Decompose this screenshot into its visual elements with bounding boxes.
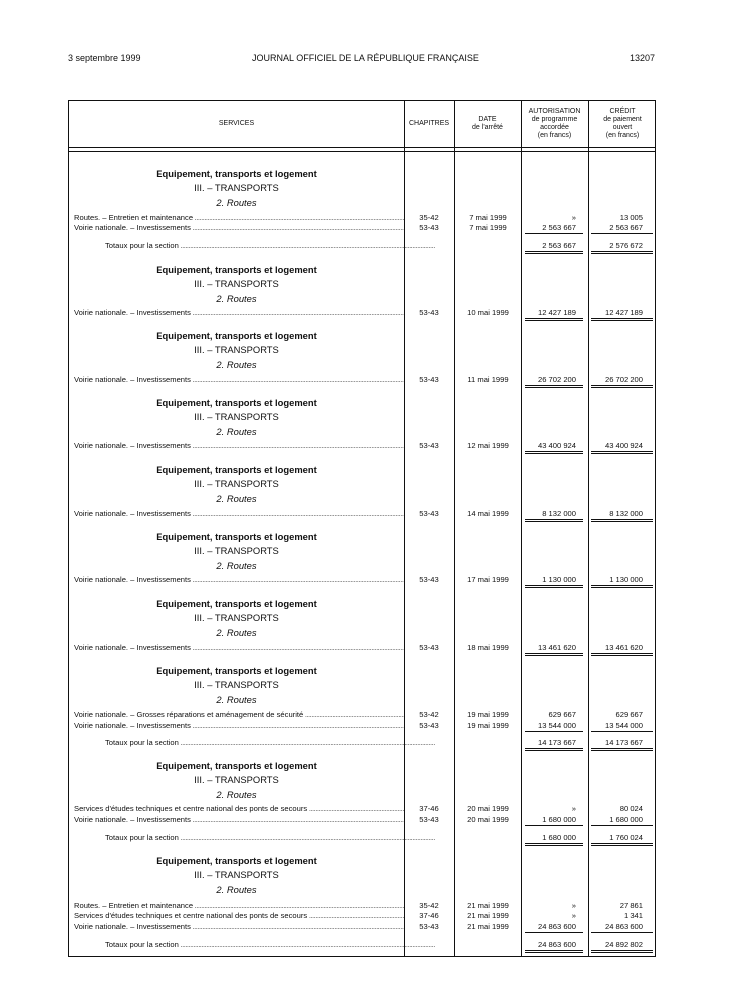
row-autorisation: 2 563 667 [542, 223, 576, 232]
row-autorisation: 629 667 [548, 710, 576, 719]
section-title: Equipement, transports et logement [156, 168, 317, 179]
section-chapter: 2. Routes [216, 426, 257, 437]
row-chapitre: 53-43 [419, 643, 439, 652]
rule-line [525, 932, 583, 933]
credits-table [68, 100, 656, 957]
table-row [69, 374, 655, 385]
rule-line [525, 825, 583, 826]
row-chapitre: 53-43 [419, 922, 439, 931]
row-date: 7 mai 1999 [469, 223, 507, 232]
row-credit: 43 400 924 [604, 441, 643, 450]
rule-line [525, 318, 583, 319]
rule-line [525, 587, 583, 588]
rule-line [525, 320, 583, 321]
row-credit: 13 005 [619, 213, 643, 222]
total-autorisation: 24 863 600 [537, 940, 576, 949]
rule-line [591, 587, 653, 588]
row-credit: 1 341 [623, 911, 643, 920]
section-title: Equipement, transports et logement [156, 760, 317, 771]
row-date: 17 mai 1999 [467, 575, 509, 584]
rule-line [525, 387, 583, 388]
rule-line [591, 251, 653, 252]
row-credit: 8 132 000 [609, 509, 643, 518]
row-date: 21 mai 1999 [467, 911, 509, 920]
row-chapitre: 35-42 [419, 901, 439, 910]
rule-line [525, 731, 583, 732]
section-subtitle: III. – TRANSPORTS [194, 612, 279, 623]
rule-line [525, 843, 583, 844]
total-label: Totaux pour la section ..... [105, 240, 435, 251]
section-subtitle: III. – TRANSPORTS [194, 774, 279, 785]
section-title: Equipement, transports et logement [156, 598, 317, 609]
section-chapter: 2. Routes [216, 493, 257, 504]
rule-line [591, 950, 653, 951]
row-chapitre: 53-43 [419, 223, 439, 232]
row-date: 7 mai 1999 [469, 213, 507, 222]
section-subtitle: III. – TRANSPORTS [194, 869, 279, 880]
row-credit: 1 680 000 [609, 815, 643, 824]
section-chapter: 2. Routes [216, 627, 257, 638]
column-header-services: SERVICES [218, 120, 255, 127]
rule-line [525, 950, 583, 951]
row-service: Voirie nationale. – Investissements ..... [74, 222, 404, 233]
section-chapter: 2. Routes [216, 197, 257, 208]
row-credit: 13 544 000 [604, 721, 643, 730]
row-chapitre: 53-42 [419, 710, 439, 719]
section-title: Equipement, transports et logement [156, 397, 317, 408]
row-service: Services d'études techniques et centre national des ponts de secours ..... [74, 910, 404, 921]
rule-line [525, 519, 583, 520]
rule-line [591, 451, 653, 452]
table-row [69, 574, 655, 585]
rule-line [591, 453, 653, 454]
row-service: Voirie nationale. – Investissements ..... [74, 440, 404, 451]
table-row [69, 709, 655, 720]
rule-line [591, 385, 653, 386]
rule-line [525, 585, 583, 586]
row-autorisation: 43 400 924 [537, 441, 576, 450]
total-credit: 1 760 024 [609, 833, 643, 842]
row-service: Voirie nationale. – Investissements ..... [74, 307, 404, 318]
rule-line [591, 253, 653, 254]
row-chapitre: 53-43 [419, 509, 439, 518]
total-autorisation: 1 680 000 [542, 833, 576, 842]
column-header-chapitres: CHAPITRES [408, 120, 450, 127]
row-autorisation: » [571, 901, 576, 910]
row-service: Voirie nationale. – Investissements ..... [74, 720, 404, 731]
rule-line [591, 845, 653, 846]
row-date: 21 mai 1999 [467, 922, 509, 931]
row-date: 20 mai 1999 [467, 815, 509, 824]
rule-line [525, 233, 583, 234]
row-chapitre: 53-43 [419, 441, 439, 450]
row-autorisation: 24 863 600 [537, 922, 576, 931]
row-service: Routes. – Entretien et maintenance ..... [74, 900, 404, 911]
row-date: 14 mai 1999 [467, 509, 509, 518]
row-date: 19 mai 1999 [467, 710, 509, 719]
section-chapter: 2. Routes [216, 789, 257, 800]
row-date: 12 mai 1999 [467, 441, 509, 450]
section-subtitle: III. – TRANSPORTS [194, 545, 279, 556]
row-credit: 629 667 [615, 710, 643, 719]
row-autorisation: 12 427 189 [537, 308, 576, 317]
rule-line [591, 387, 653, 388]
column-header-date: DATE de l'arrêté [472, 116, 503, 131]
rule-line [525, 251, 583, 252]
total-label: Totaux pour la section ..... [105, 939, 435, 950]
rule-line [525, 653, 583, 654]
section-title: Equipement, transports et logement [156, 464, 317, 475]
rule-line [525, 521, 583, 522]
rule-line [525, 655, 583, 656]
total-row [69, 737, 655, 748]
row-autorisation: 1 130 000 [542, 575, 576, 584]
section-subtitle: III. – TRANSPORTS [194, 478, 279, 489]
section-subtitle: III. – TRANSPORTS [194, 278, 279, 289]
section-chapter: 2. Routes [216, 884, 257, 895]
rule-line [525, 253, 583, 254]
rule-line [591, 519, 653, 520]
total-label: Totaux pour la section ..... [105, 737, 435, 748]
row-autorisation: » [571, 804, 576, 813]
row-chapitre: 53-43 [419, 815, 439, 824]
table-row [69, 803, 655, 814]
table-row [69, 910, 655, 921]
rule-line [591, 320, 653, 321]
rule-line [591, 521, 653, 522]
total-autorisation: 2 563 667 [542, 241, 576, 250]
row-date: 19 mai 1999 [467, 721, 509, 730]
section-title: Equipement, transports et logement [156, 665, 317, 676]
row-autorisation: » [571, 911, 576, 920]
row-service: Voirie nationale. – Investissements ..... [74, 921, 404, 932]
row-credit: 26 702 200 [604, 375, 643, 384]
section-subtitle: III. – TRANSPORTS [194, 344, 279, 355]
total-autorisation: 14 173 667 [537, 738, 576, 747]
row-credit: 80 024 [619, 804, 643, 813]
rule-line [591, 748, 653, 749]
journal-title: JOURNAL OFFICIEL DE LA RÉPUBLIQUE FRANÇAISE [252, 53, 479, 63]
total-credit: 24 892 802 [604, 940, 643, 949]
rule-line [525, 952, 583, 953]
section-title: Equipement, transports et logement [156, 264, 317, 275]
table-row [69, 642, 655, 653]
total-label: Totaux pour la section ..... [105, 832, 435, 843]
rule-line [591, 843, 653, 844]
rule-line [525, 385, 583, 386]
row-chapitre: 35-42 [419, 213, 439, 222]
page-date: 3 septembre 1999 [68, 53, 141, 63]
table-row [69, 307, 655, 318]
row-date: 11 mai 1999 [467, 375, 509, 384]
section-chapter: 2. Routes [216, 359, 257, 370]
row-service: Services d'études techniques et centre national des ponts de secours ..... [74, 803, 404, 814]
rule-line [591, 318, 653, 319]
row-date: 20 mai 1999 [467, 804, 509, 813]
table-row [69, 720, 655, 731]
column-header-autorisation: AUTORISATION de programme accordée (en francs) [528, 108, 581, 139]
rule-line [591, 233, 653, 234]
section-title: Equipement, transports et logement [156, 531, 317, 542]
column-header-credit: CRÉDIT de paiement ouvert (en francs) [603, 108, 642, 139]
row-credit: 27 861 [619, 901, 643, 910]
row-credit: 24 863 600 [604, 922, 643, 931]
section-title: Equipement, transports et logement [156, 855, 317, 866]
total-row [69, 240, 655, 251]
row-credit: 1 130 000 [609, 575, 643, 584]
row-service: Routes. – Entretien et maintenance ..... [74, 212, 404, 223]
rule-line [525, 451, 583, 452]
row-credit: 12 427 189 [604, 308, 643, 317]
rule-line [525, 453, 583, 454]
row-autorisation: 13 544 000 [537, 721, 576, 730]
row-service: Voirie nationale. – Investissements ..... [74, 508, 404, 519]
row-chapitre: 37-46 [419, 911, 439, 920]
rule-line [591, 932, 653, 933]
row-chapitre: 53-43 [419, 575, 439, 584]
table-row [69, 814, 655, 825]
row-credit: 13 461 620 [604, 643, 643, 652]
row-chapitre: 53-43 [419, 375, 439, 384]
table-row [69, 508, 655, 519]
row-chapitre: 53-43 [419, 721, 439, 730]
rule-line [525, 750, 583, 751]
rule-line [591, 731, 653, 732]
rule-line [591, 653, 653, 654]
row-service: Voirie nationale. – Grosses réparations et aménagement de sécurité ..... [74, 709, 404, 720]
row-service: Voirie nationale. – Investissements ..... [74, 642, 404, 653]
section-chapter: 2. Routes [216, 293, 257, 304]
row-autorisation: 8 132 000 [542, 509, 576, 518]
row-credit: 2 563 667 [609, 223, 643, 232]
rule-line [591, 825, 653, 826]
total-credit: 2 576 672 [609, 241, 643, 250]
total-row [69, 832, 655, 843]
row-date: 10 mai 1999 [467, 308, 509, 317]
row-chapitre: 53-43 [419, 308, 439, 317]
rule-line [525, 748, 583, 749]
page-number: 13207 [629, 53, 655, 63]
section-title: Equipement, transports et logement [156, 330, 317, 341]
rule-line [525, 845, 583, 846]
total-row [69, 939, 655, 950]
row-autorisation: 13 461 620 [537, 643, 576, 652]
rule-line [591, 952, 653, 953]
section-subtitle: III. – TRANSPORTS [194, 182, 279, 193]
row-service: Voirie nationale. – Investissements ..... [74, 574, 404, 585]
table-row [69, 222, 655, 233]
section-chapter: 2. Routes [216, 694, 257, 705]
row-service: Voirie nationale. – Investissements ..... [74, 814, 404, 825]
table-row [69, 921, 655, 932]
row-chapitre: 37-46 [419, 804, 439, 813]
row-service: Voirie nationale. – Investissements ..... [74, 374, 404, 385]
section-chapter: 2. Routes [216, 560, 257, 571]
rule-line [591, 585, 653, 586]
row-autorisation: » [571, 213, 576, 222]
rule-line [591, 655, 653, 656]
row-autorisation: 26 702 200 [537, 375, 576, 384]
section-subtitle: III. – TRANSPORTS [194, 411, 279, 422]
total-credit: 14 173 667 [604, 738, 643, 747]
row-date: 18 mai 1999 [467, 643, 509, 652]
rule-line [591, 750, 653, 751]
section-subtitle: III. – TRANSPORTS [194, 679, 279, 690]
row-autorisation: 1 680 000 [542, 815, 576, 824]
table-row [69, 440, 655, 451]
row-date: 21 mai 1999 [467, 901, 509, 910]
